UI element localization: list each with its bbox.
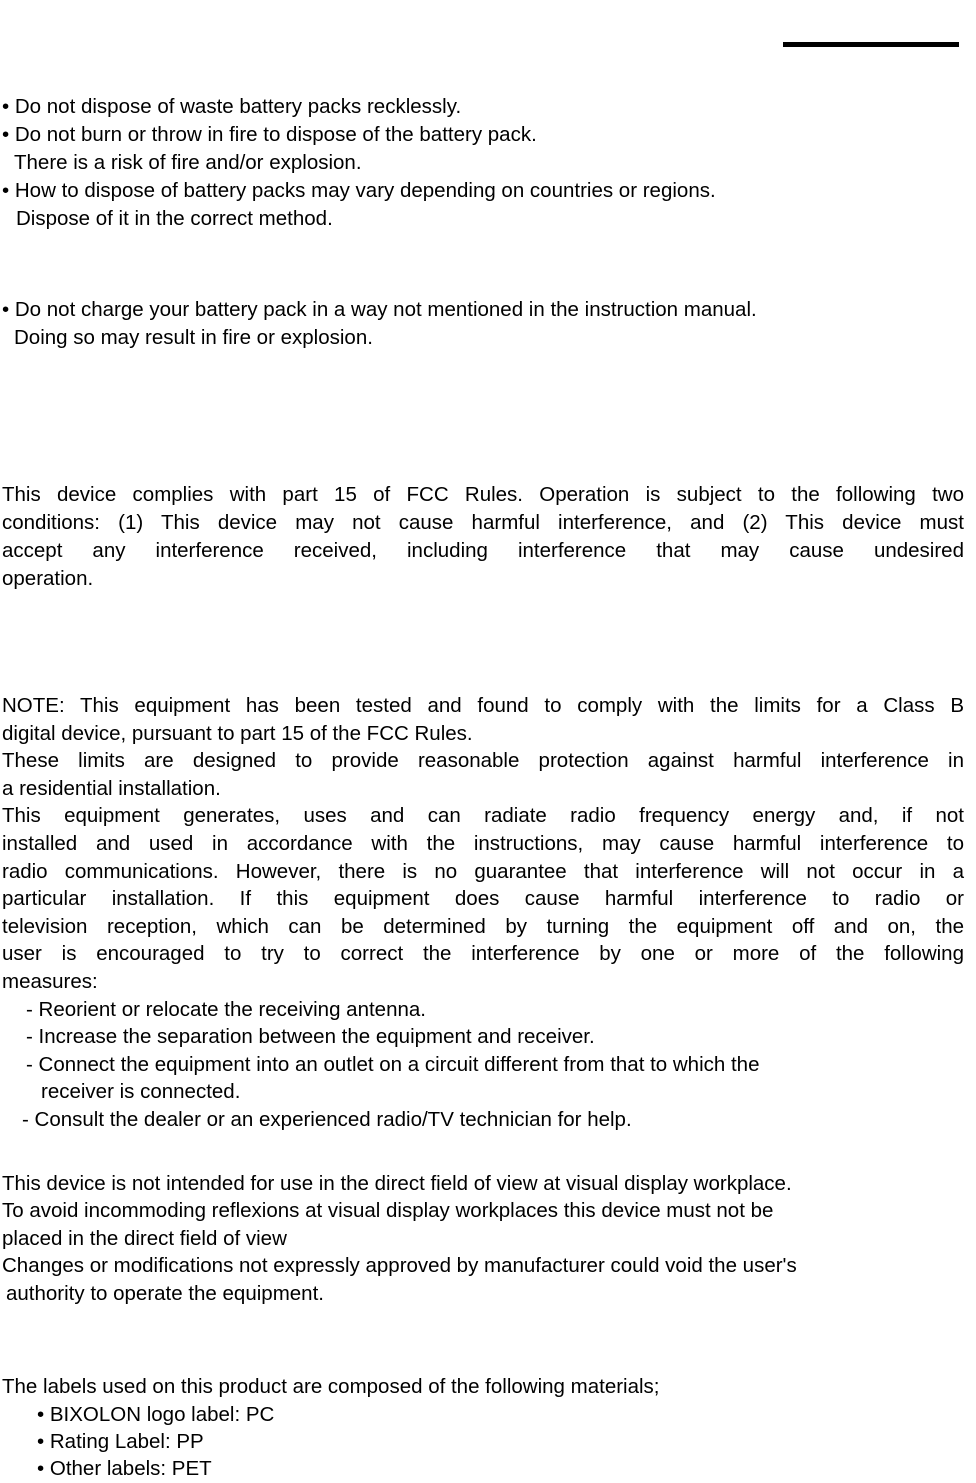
paragraph-line: The labels used on this product are composed of the following materials; bbox=[2, 1375, 660, 1398]
list-item: • Do not dispose of waste battery packs recklessly. bbox=[2, 95, 462, 118]
list-item: • Do not charge your battery pack in a way not mentioned in the instruction manual. bbox=[2, 298, 757, 321]
paragraph-line: a residential installation. bbox=[2, 777, 221, 800]
paragraph-line: television reception, which can be determined by turning the equipment off and on, the bbox=[2, 915, 964, 938]
list-item: • BIXOLON logo label: PC bbox=[37, 1403, 275, 1426]
paragraph-line: This equipment generates, uses and can radiate radio frequency energy and, if not bbox=[2, 804, 964, 827]
list-item-continuation: There is a risk of fire and/or explosion. bbox=[14, 151, 362, 174]
paragraph-line: These limits are designed to provide reasonable protection against harmful interference in bbox=[2, 749, 964, 772]
list-item: • Do not burn or throw in fire to dispose of the battery pack. bbox=[2, 123, 537, 146]
paragraph-line: radio communications. However, there is no guarantee that interference will not occur in a bbox=[2, 860, 964, 883]
paragraph-line: installed and used in accordance with the instructions, may cause harmful interference to bbox=[2, 832, 964, 855]
list-item: • Other labels: PET bbox=[37, 1457, 212, 1480]
paragraph-line: conditions: (1) This device may not cause harmful interference, and (2) This device must bbox=[2, 511, 964, 534]
paragraph-line: NOTE: This equipment has been tested and found to comply with the limits for a Class B bbox=[2, 694, 964, 717]
measure-item: - Connect the equipment into an outlet on a circuit different from that to which the bbox=[26, 1053, 760, 1076]
paragraph-line: To avoid incommoding reflexions at visual display workplaces this device must not be bbox=[2, 1199, 774, 1222]
measure-item: - Increase the separation between the equipment and receiver. bbox=[26, 1025, 595, 1048]
measure-item: - Consult the dealer or an experienced radio/TV technician for help. bbox=[22, 1108, 632, 1131]
paragraph-line: Changes or modifications not expressly approved by manufacturer could void the user's bbox=[2, 1254, 797, 1277]
measure-item-continuation: receiver is connected. bbox=[41, 1080, 241, 1103]
header-rule bbox=[783, 42, 959, 47]
paragraph-line: accept any interference received, including interference that may cause undesired bbox=[2, 539, 964, 562]
paragraph-line: particular installation. If this equipment does cause harmful interference to radio or bbox=[2, 887, 964, 910]
list-item: • How to dispose of battery packs may vary depending on countries or regions. bbox=[2, 179, 716, 202]
list-item-continuation: Doing so may result in fire or explosion. bbox=[14, 326, 373, 349]
paragraph-line: digital device, pursuant to part 15 of the FCC Rules. bbox=[2, 722, 473, 745]
paragraph-line: This device is not intended for use in the direct field of view at visual display workplace. bbox=[2, 1172, 792, 1195]
paragraph-line: authority to operate the equipment. bbox=[6, 1282, 324, 1305]
paragraph-line: placed in the direct field of view bbox=[2, 1227, 287, 1250]
paragraph-line: operation. bbox=[2, 567, 94, 590]
measure-item: - Reorient or relocate the receiving antenna. bbox=[26, 998, 426, 1021]
paragraph-line: measures: bbox=[2, 970, 98, 993]
list-item: • Rating Label: PP bbox=[37, 1430, 204, 1453]
list-item-continuation: Dispose of it in the correct method. bbox=[16, 207, 333, 230]
paragraph-line: This device complies with part 15 of FCC Rules. Operation is subject to the following two bbox=[2, 483, 964, 506]
paragraph-line: user is encouraged to try to correct the interference by one or more of the following bbox=[2, 942, 964, 965]
